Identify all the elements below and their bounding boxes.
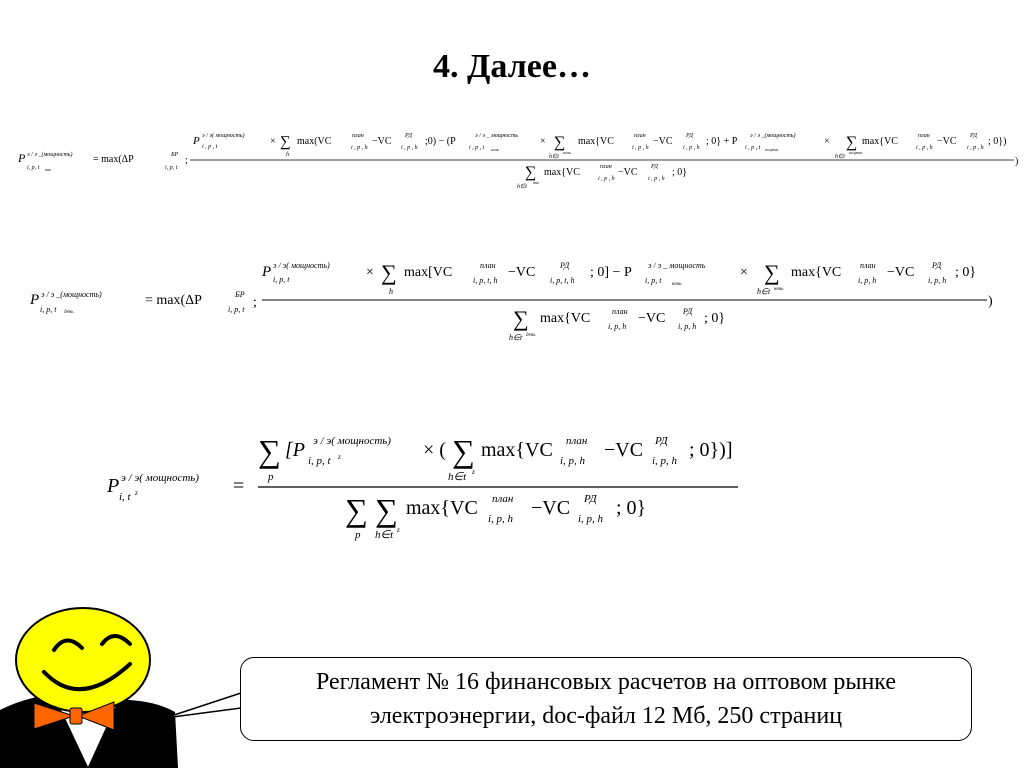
- f1-times3: ×: [824, 136, 830, 147]
- f1-minusvc3: −VC: [937, 136, 957, 147]
- f2-den-iph: i, p, h: [608, 322, 627, 331]
- f1-sum2-h: h∈t: [549, 154, 559, 160]
- f2-plan1: план: [480, 261, 496, 270]
- f1-sum2-night: ночь: [563, 150, 571, 155]
- f1-iph2: i , p , h: [632, 145, 649, 151]
- f2-semi: ;: [253, 295, 257, 310]
- f1-max2: max{VC: [578, 136, 614, 147]
- f1-p2-sup: э / э _ мощность: [475, 133, 519, 139]
- formula-day: [0, 250, 1024, 350]
- f1-iph1: i , p , h: [351, 145, 368, 151]
- f1-bp-sup: БР: [171, 152, 179, 158]
- f3-den-minusvc: −VC: [531, 497, 571, 519]
- formula-zone: [0, 420, 1024, 550]
- f3-num-iphb: i, p, h: [652, 455, 678, 467]
- f1-den-rd: РД: [651, 164, 658, 170]
- f1-iph2b: i , p , h: [683, 145, 700, 151]
- f1-den-iph: i , p , h: [598, 176, 615, 182]
- f3-num-minusvc: −VC: [604, 439, 644, 461]
- f1-lhs-sub: i, p, t: [27, 165, 40, 171]
- f1-den-plan: план: [600, 164, 612, 170]
- f3-eq: =: [233, 475, 245, 497]
- callout-box: [240, 657, 972, 741]
- f1-zero2: ; 0} + P: [706, 136, 738, 147]
- f2-ipth1: i, p, t, h: [473, 276, 498, 285]
- callout-line-2: электроэнергии, doc-файл 12 Мб, 250 страниц: [369, 703, 843, 729]
- f2-sum1-icon: ∑: [381, 260, 397, 285]
- f3-lhs-sup: э / э( мощность): [121, 472, 199, 484]
- f2-times2: ×: [740, 265, 748, 280]
- f2-zero2: ; 0}: [955, 265, 977, 280]
- f3-num-p: p: [268, 471, 274, 483]
- f2-lhs-subsub: день: [64, 310, 74, 315]
- f2-eq: = max(ΔP: [145, 293, 202, 308]
- f1-semi: ;: [185, 155, 188, 166]
- f1-eq: = max(ΔP: [93, 154, 134, 165]
- f1-sum1-icon: ∑: [280, 134, 291, 150]
- f2-lhs-sub: i, p, t: [40, 305, 57, 314]
- f3-num-p-sub: i, p, t: [308, 455, 331, 467]
- f3-num-rd: РД: [655, 435, 668, 447]
- f3-num-sum-icon: ∑: [258, 433, 281, 469]
- f2-iph2: i, p, h: [858, 276, 877, 285]
- f1-half1: полупик: [765, 147, 779, 152]
- f2-close: ): [988, 294, 993, 309]
- f3-num-max: max{VC: [481, 439, 553, 461]
- f3-num-p-subsub: z: [338, 453, 341, 461]
- f1-bp-sub: i, p, t: [165, 165, 178, 171]
- f3-lhs: P: [107, 475, 120, 497]
- f3-den-plan: план: [492, 493, 514, 505]
- f3-lhs-sub: i, t: [119, 491, 131, 503]
- f1-num-p1-sub: i , p , t: [202, 144, 218, 150]
- f2-plan2: план: [860, 261, 876, 270]
- f1-num-p1-sup: э / э( мощность): [202, 133, 245, 139]
- f3-lhs-subsub: z: [135, 489, 138, 497]
- f2-den-sum-icon: ∑: [513, 306, 529, 331]
- f2-den-rd: РД: [683, 307, 693, 316]
- f2-den-iphb: i, p, h: [678, 322, 697, 331]
- smiley-illustration: [0, 590, 260, 768]
- f3-den-iphb: i, p, h: [578, 513, 604, 525]
- f1-rd1: РД: [405, 133, 412, 139]
- f3-num-sum2-icon: ∑: [452, 433, 475, 469]
- f3-num-bracket: [P: [285, 439, 305, 461]
- f2-bp-sub: i, p, t: [228, 305, 245, 314]
- f1-sum3-half: полупик: [849, 150, 863, 155]
- f1-den-iphb: i , p , h: [648, 176, 665, 182]
- f1-iph3: i , p , h: [916, 145, 933, 151]
- f1-times2: ×: [540, 136, 546, 147]
- f1-plan2: план: [634, 133, 646, 139]
- formula-peak: [0, 120, 1024, 200]
- f3-num-hz: h∈t: [448, 471, 467, 483]
- f3-den-hz: h∈t: [375, 529, 394, 541]
- f3-den-sum1-icon: ∑: [345, 492, 368, 528]
- f2-night1: ночь: [672, 282, 682, 287]
- f3-den-sum2-icon: ∑: [375, 492, 398, 528]
- f3-den-zero: ; 0}: [616, 497, 647, 519]
- f2-sum2-h: h∈t: [757, 287, 771, 296]
- f2-zero1: ; 0] − P: [590, 265, 632, 280]
- f1-sum1-h: h: [286, 152, 289, 158]
- f1-max3: max{VC: [862, 136, 898, 147]
- f2-max2: max{VC: [791, 265, 842, 280]
- f2-sum2-night: ночь: [774, 287, 784, 292]
- f2-minusvc2: −VC: [887, 265, 915, 280]
- f2-den-plan: план: [612, 307, 628, 316]
- f1-rd2: РД: [686, 133, 693, 139]
- f1-iph3b: i , p , h: [967, 145, 984, 151]
- f2-num-p1: P: [262, 264, 272, 280]
- f1-times1: ×: [270, 136, 276, 147]
- f2-lhs: P: [30, 292, 40, 308]
- f3-den-iph: i, p, h: [488, 513, 514, 525]
- f1-den-h: h∈t: [517, 184, 527, 190]
- f2-sum2-icon: ∑: [764, 260, 780, 285]
- f3-num-iph: i, p, h: [560, 455, 586, 467]
- f1-close: ): [1015, 156, 1019, 167]
- f1-sum3-h: h∈t: [835, 154, 845, 160]
- f3-num-hz-z: z: [472, 468, 475, 476]
- f1-p3-sup: э / э _(мощность): [750, 133, 796, 139]
- f1-minusvc1: −VC: [372, 136, 392, 147]
- f3-times: × (: [423, 439, 446, 461]
- f2-sum1-h: h: [389, 287, 393, 296]
- f3-num-p-sup: э / э( мощность): [313, 435, 391, 447]
- f2-den-minusvc: −VC: [638, 311, 666, 326]
- f1-plan1: план: [352, 133, 364, 139]
- f2-p2-sup: э / э _ мощность: [648, 261, 706, 270]
- f1-lhs-subsub: пик: [45, 167, 51, 172]
- f1-p2-sub: i , p , t: [469, 145, 485, 151]
- f1-den-minusvc: −VC: [618, 167, 638, 178]
- f2-rd2: РД: [932, 261, 942, 270]
- f2-times1: ×: [366, 265, 374, 280]
- f1-lhs: P: [18, 151, 26, 165]
- f1-max1: max(VC: [297, 136, 332, 147]
- f3-den-p: p: [355, 529, 361, 541]
- f2-iph2b: i, p, h: [928, 276, 947, 285]
- f3-den-rd: РД: [584, 493, 597, 505]
- f1-plan3: план: [918, 133, 930, 139]
- f1-den-sum-icon: ∑: [525, 164, 537, 181]
- f3-num-zero: ; 0})]: [689, 439, 733, 461]
- f1-sum2-icon: ∑: [554, 134, 566, 151]
- f2-num-p1-sup: э / э( мощность): [273, 261, 330, 270]
- f1-lhs-sup: э / э _(мощность): [27, 152, 73, 158]
- callout-line-1: Регламент № 16 финансовых расчетов на оптовом рынке: [316, 669, 896, 695]
- f2-bp-sup: БР: [235, 290, 245, 299]
- f2-lhs-sup: э / э _(мощность): [41, 290, 102, 299]
- f1-den-zero: ; 0}: [672, 167, 688, 178]
- f3-den-hz-z: z: [397, 526, 400, 534]
- f1-den-max: max{VC: [544, 167, 580, 178]
- speech-tail: [165, 693, 241, 718]
- bowtie-knot: [70, 708, 82, 724]
- f1-zero1: ;0) − (P: [425, 136, 456, 147]
- f1-zero3: ; 0}): [988, 136, 1007, 147]
- f2-den-h: h∈t: [509, 333, 523, 342]
- f1-num-p1: P: [193, 135, 200, 147]
- f2-num-p1-sub: i, p, t: [273, 275, 290, 284]
- f1-sum3-icon: ∑: [846, 134, 858, 151]
- f1-night1: ночь: [491, 147, 499, 152]
- f3-den-max: max{VC: [406, 497, 478, 519]
- smiley-face: [16, 608, 150, 712]
- f1-minusvc2: −VC: [653, 136, 673, 147]
- f1-rd3: РД: [970, 133, 977, 139]
- f2-den-zero: ; 0}: [704, 311, 726, 326]
- f1-p3-sub: i , p , t: [745, 145, 761, 151]
- f2-p2-sub: i, p, t: [645, 276, 662, 285]
- slide-title: 4. Далее…: [433, 48, 591, 85]
- f2-rd1: РД: [560, 261, 570, 270]
- f2-den-max: max{VC: [540, 311, 591, 326]
- f2-den-day: день: [526, 333, 536, 338]
- f2-ipth1b: i, p, t, h: [550, 276, 575, 285]
- f2-minusvc1: −VC: [508, 265, 536, 280]
- f1-den-peak: пик: [533, 180, 539, 185]
- f3-num-plan: план: [566, 435, 588, 447]
- f1-iph1b: i , p , h: [401, 145, 418, 151]
- f2-max1: max[VC: [404, 265, 453, 280]
